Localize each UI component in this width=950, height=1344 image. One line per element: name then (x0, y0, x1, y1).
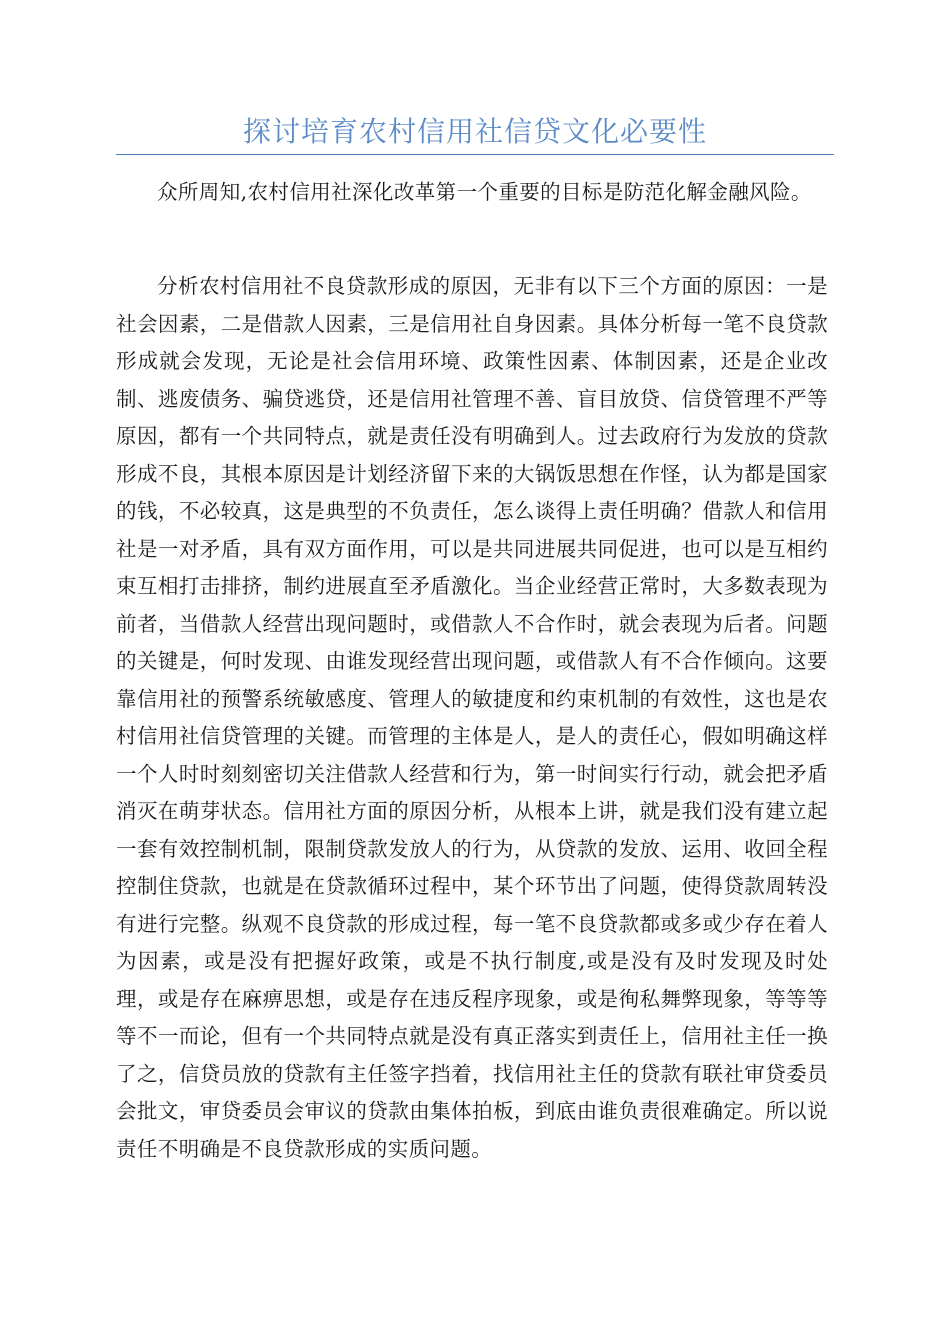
title-underline (116, 154, 834, 155)
paragraph-intro: 众所周知,农村信用社深化改革第一个重要的目标是防范化解金融风险。 (157, 180, 812, 204)
document-title: 探讨培育农村信用社信贷文化必要性 (242, 115, 707, 148)
paragraph-analysis: 分析农村信用社不良贷款形成的原因，无非有以下三个方面的原因：一是社会因素，二是借款人因素，三是信用社自身因素。具体分析每一笔不良贷款形成就会发现，无论是社会信用环境、政策性因素、体制因素，还是企业改制、逃废债务、骗贷逃贷，还是信用社管理不善、盲目放贷、信贷管理不严等原因，都有一个共同特点，就是责任没有明确到人。过去政府行为发放的贷款形成不良，其根本原因是计划经济留下来的大锅饭思想在作怪，认为都是国家的钱，不必较真，这是典型的不负责任，怎么谈得上责任明确？借款人和信用社是一对矛盾，具有双方面作用，可以是共同进展共同促进，也可以是互相约束互相打击排挤，制约进展直至矛盾激化。当企业经营正常时，大多数表现为前者，当借款人经营出现问题时，或借款人不合作时，就会表现为后者。问题的关键是，何时发现、由谁发现经营出现问题，或借款人有不合作倾向。这要靠信用社的预警系统敏感度、管理人的敏捷度和约束机制的有效性，这也是农村信用社信贷管理的关键。而管理的主体是人，是人的责任心，假如明确这样一个人时时刻刻密切关注借款人经营和行为，第一时间实行行动，就会把矛盾消灭在萌芽状态。信用社方面的原因分析，从根本上讲，就是我们没有建立起一套有效控制机制，限制贷款发放人的行为，从贷款的发放、运用、收回全程控制住贷款，也就是在贷款循环过程中，某个环节出了问题，使得贷款周转没有进行完整。纵观不良贷款的形成过程，每一笔不良贷款都或多或少存在着人为因素，或是没有把握好政策，或是不执行制度,或是没有及时发现及时处理，或是存在麻痹思想，或是存在违反程序现象，或是徇私舞弊现象，等等等等不一而论，但有一个共同特点就是没有真正落实到责任上，信用社主任一换了之，信贷员放的贷款有主任签字挡着，找信用社主任的贷款有联社审贷委员会批文，审贷委员会审议的贷款由集体拍板，到底由谁负责很难确定。所以说责任不明确是不良贷款形成的实质问题。 (116, 274, 828, 1161)
